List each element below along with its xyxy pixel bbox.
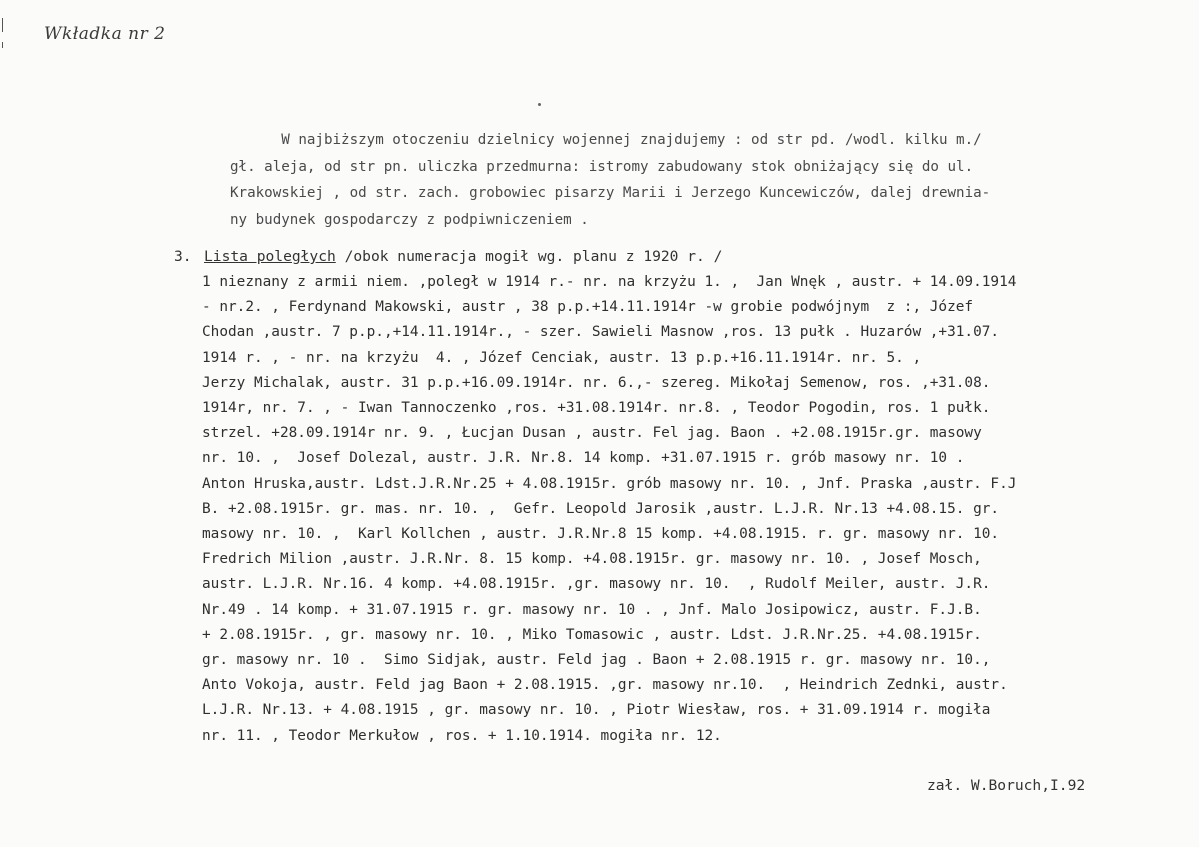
- paragraph-line: W najbiższym otoczeniu dzielnicy wojennej znajdujemy : od str pd. /wodl. kilku m./: [230, 132, 982, 148]
- list-line: B. +2.08.1915r. gr. mas. nr. 10. , Gefr. Leopold Jarosik ,austr. L.J.R. Nr.13 +4.08.15. gr.: [202, 500, 1000, 517]
- list-line: 1914r, nr. 7. , - Iwan Tannoczenko ,ros. +31.08.1914r. nr.8. , Teodor Pogodin, ros. 1 pułk.: [202, 400, 991, 417]
- section-number: 3.: [174, 248, 192, 265]
- ink-dot: [538, 103, 541, 106]
- section-title-suffix: /obok numeracja mogił wg. planu z 1920 r. /: [335, 248, 723, 265]
- list-line: Fredrich Milion ,austr. J.R.Nr. 8. 15 komp. +4.08.1915r. gr. masowy nr. 10. , Josef Mosch,: [202, 551, 982, 568]
- list-line: gr. masowy nr. 10 . Simo Sidjak, austr. Feld jag . Baon + 2.08.1915 r. gr. masowy nr. 10.,: [202, 652, 991, 669]
- list-line: 1914 r. , - nr. na krzyżu 4. , Józef Cenciak, austr. 13 p.p.+16.11.1914r. nr. 5. ,: [202, 349, 922, 366]
- list-line: Nr.49 . 14 komp. + 31.07.1915 r. gr. masowy nr. 10 . , Jnf. Malo Josipowicz, austr. F.J.B.: [202, 601, 982, 618]
- handwritten-note: Wkładka nr 2: [44, 24, 166, 44]
- list-line: Anto Vokoja, austr. Feld jag Baon + 2.08.1915. ,gr. masowy nr.10. , Heindrich Zednki, austr.: [202, 677, 1008, 694]
- list-line: austr. L.J.R. Nr.16. 4 komp. +4.08.1915r. ,gr. masowy nr. 10. , Rudolf Meiler, austr. J.R.: [202, 576, 991, 593]
- casualty-list: [202, 270, 1192, 749]
- paragraph-line: Krakowskiej , od str. zach. grobowiec pisarzy Marii i Jerzego Kuncewiczów, dalej drewnia-: [230, 185, 991, 202]
- list-heading: [174, 244, 1154, 270]
- list-line: + 2.08.1915r. , gr. masowy nr. 10. , Miko Tomasowic , austr. Ldst. J.R.Nr.25. +4.08.1915r.: [202, 626, 982, 643]
- list-line: - nr.2. , Ferdynand Makowski, austr , 38 p.p.+14.11.1914r -w grobie podwójnym z :, Józef: [202, 299, 974, 316]
- list-line: nr. 11. , Teodor Merkułow , ros. + 1.10.1914. mogiła nr. 12.: [202, 727, 722, 744]
- signature-note: zał. W.Boruch,I.92: [927, 777, 1086, 794]
- list-line: nr. 10. , Josef Dolezal, austr. J.R. Nr.8. 14 komp. +31.07.1915 r. grób masowy nr. 10 .: [202, 450, 965, 467]
- margin-mark: [2, 18, 3, 32]
- list-line: strzel. +28.09.1914r nr. 9. , Łucjan Dusan , austr. Fel jag. Baon . +2.08.1915r.gr. masowy: [202, 425, 982, 442]
- list-line: masowy nr. 10. , Karl Kollchen , austr. J.R.Nr.8 15 komp. +4.08.1915. r. gr. masowy nr. 10.: [202, 526, 1000, 543]
- section-title: Lista poległych: [204, 248, 336, 265]
- list-line: Anton Hruska,austr. Ldst.J.R.Nr.25 + 4.08.1915r. grób masowy nr. 10. , Jnf. Praska ,austr. F.J: [202, 475, 1017, 492]
- intro-paragraph: [230, 127, 1190, 233]
- list-line: 1 nieznany z armii niem. ,poległ w 1914 r.- nr. na krzyżu 1. , Jan Wnęk , austr. + 14.09.1914: [202, 274, 1017, 290]
- list-line: Jerzy Michalak, austr. 31 p.p.+16.09.1914r. nr. 6.,- szereg. Mikołaj Semenow, ros. ,+31.08.: [202, 374, 991, 391]
- paragraph-line: ny budynek gospodarczy z podpiwniczeniem .: [230, 211, 589, 228]
- paragraph-line: gł. aleja, od str pn. uliczka przedmurna: istromy zabudowany stok obniżający się do ul.: [230, 158, 974, 175]
- margin-mark: [2, 42, 3, 48]
- list-line: Chodan ,austr. 7 p.p.,+14.11.1914r., - szer. Sawieli Masnow ,ros. 13 pułk . Huzarów ,+31.07.: [202, 324, 1000, 341]
- list-line: L.J.R. Nr.13. + 4.08.1915 , gr. masowy nr. 10. , Piotr Wiesław, ros. + 31.09.1914 r. mogiła: [202, 702, 991, 719]
